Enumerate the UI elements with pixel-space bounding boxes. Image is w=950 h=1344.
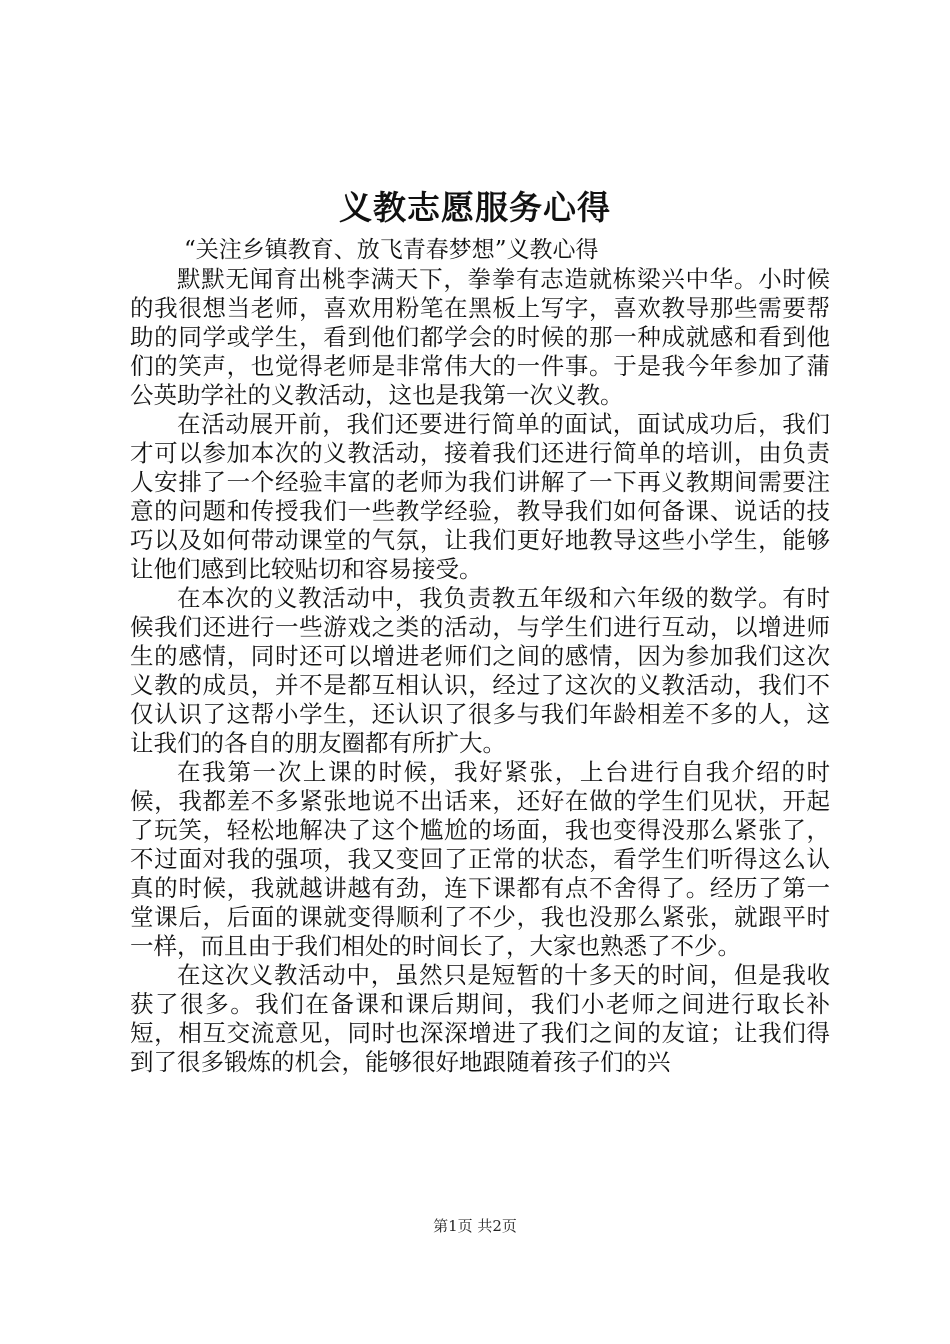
page-footer: 第1页 共2页 [433,1217,517,1235]
paragraph: 在活动展开前，我们还要进行简单的面试，面试成功后，我们才可以参加本次的义教活动，接着我们还进行简单的培训，由负责人安排了一个经验丰富的老师为我们讲解了一下再义教期间需要注意的问题和传授我们一些教学经验，教导我们如何备课、说话的技巧以及如何带动课堂的气氛，让我们更好地教导这些小学生，能够让他们感到比较贴切和容易接受。 [130,410,830,583]
paragraph: 在我第一次上课的时候，我好紧张，上台进行自我介绍的时候，我都差不多紧张地说不出话来，还好在做的学生们见状，开起了玩笑，轻松地解决了这个尴尬的场面，我也变得没那么紧张了，不过面对我的强项，我又变回了正常的状态，看学生们听得这么认真的时候，我就越讲越有劲，连下课都有点不舍得了。经历了第一堂课后，后面的课就变得顺利了不少，我也没那么紧张，就跟平时一样，而且由于我们相处的时间长了，大家也熟悉了不少。 [130,758,830,960]
page-title: 义教志愿服务心得 [339,188,611,227]
paragraph: 默默无闻育出桃李满天下，拳拳有志造就栋梁兴中华。小时候的我很想当老师，喜欢用粉笔在黑板上写字，喜欢教导那些需要帮助的同学或学生，看到他们都学会的时候的那一种成就感和看到他们的笑声，也觉得老师是非常伟大的一件事。于是我今年参加了蒲公英助学社的义教活动，这也是我第一次义教。 [130,265,830,409]
paragraph: 在本次的义教活动中，我负责教五年级和六年级的数学。有时候我们还进行一些游戏之类的活动，与学生们进行互动，以增进师生的感情，同时还可以增进老师们之间的感情，因为参加我们这次义教的成员，并不是都互相认识，经过了这次的义教活动，我们不仅认识了这帮小学生，还认识了很多与我们年龄相差不多的人，这让我们的各自的朋友圈都有所扩大。 [130,584,830,757]
document-body [130,265,830,1077]
paragraph: 在这次义教活动中，虽然只是短暂的十多天的时间，但是我收获了很多。我们在备课和课后期间，我们小老师之间进行取长补短，相互交流意见，同时也深深增进了我们之间的友谊；让我们得到了很多锻炼的机会，能够很好地跟随着孩子们的兴 [130,961,830,1076]
document-subtitle: “关注乡镇教育、放飞青春梦想”义教心得 [184,237,599,263]
